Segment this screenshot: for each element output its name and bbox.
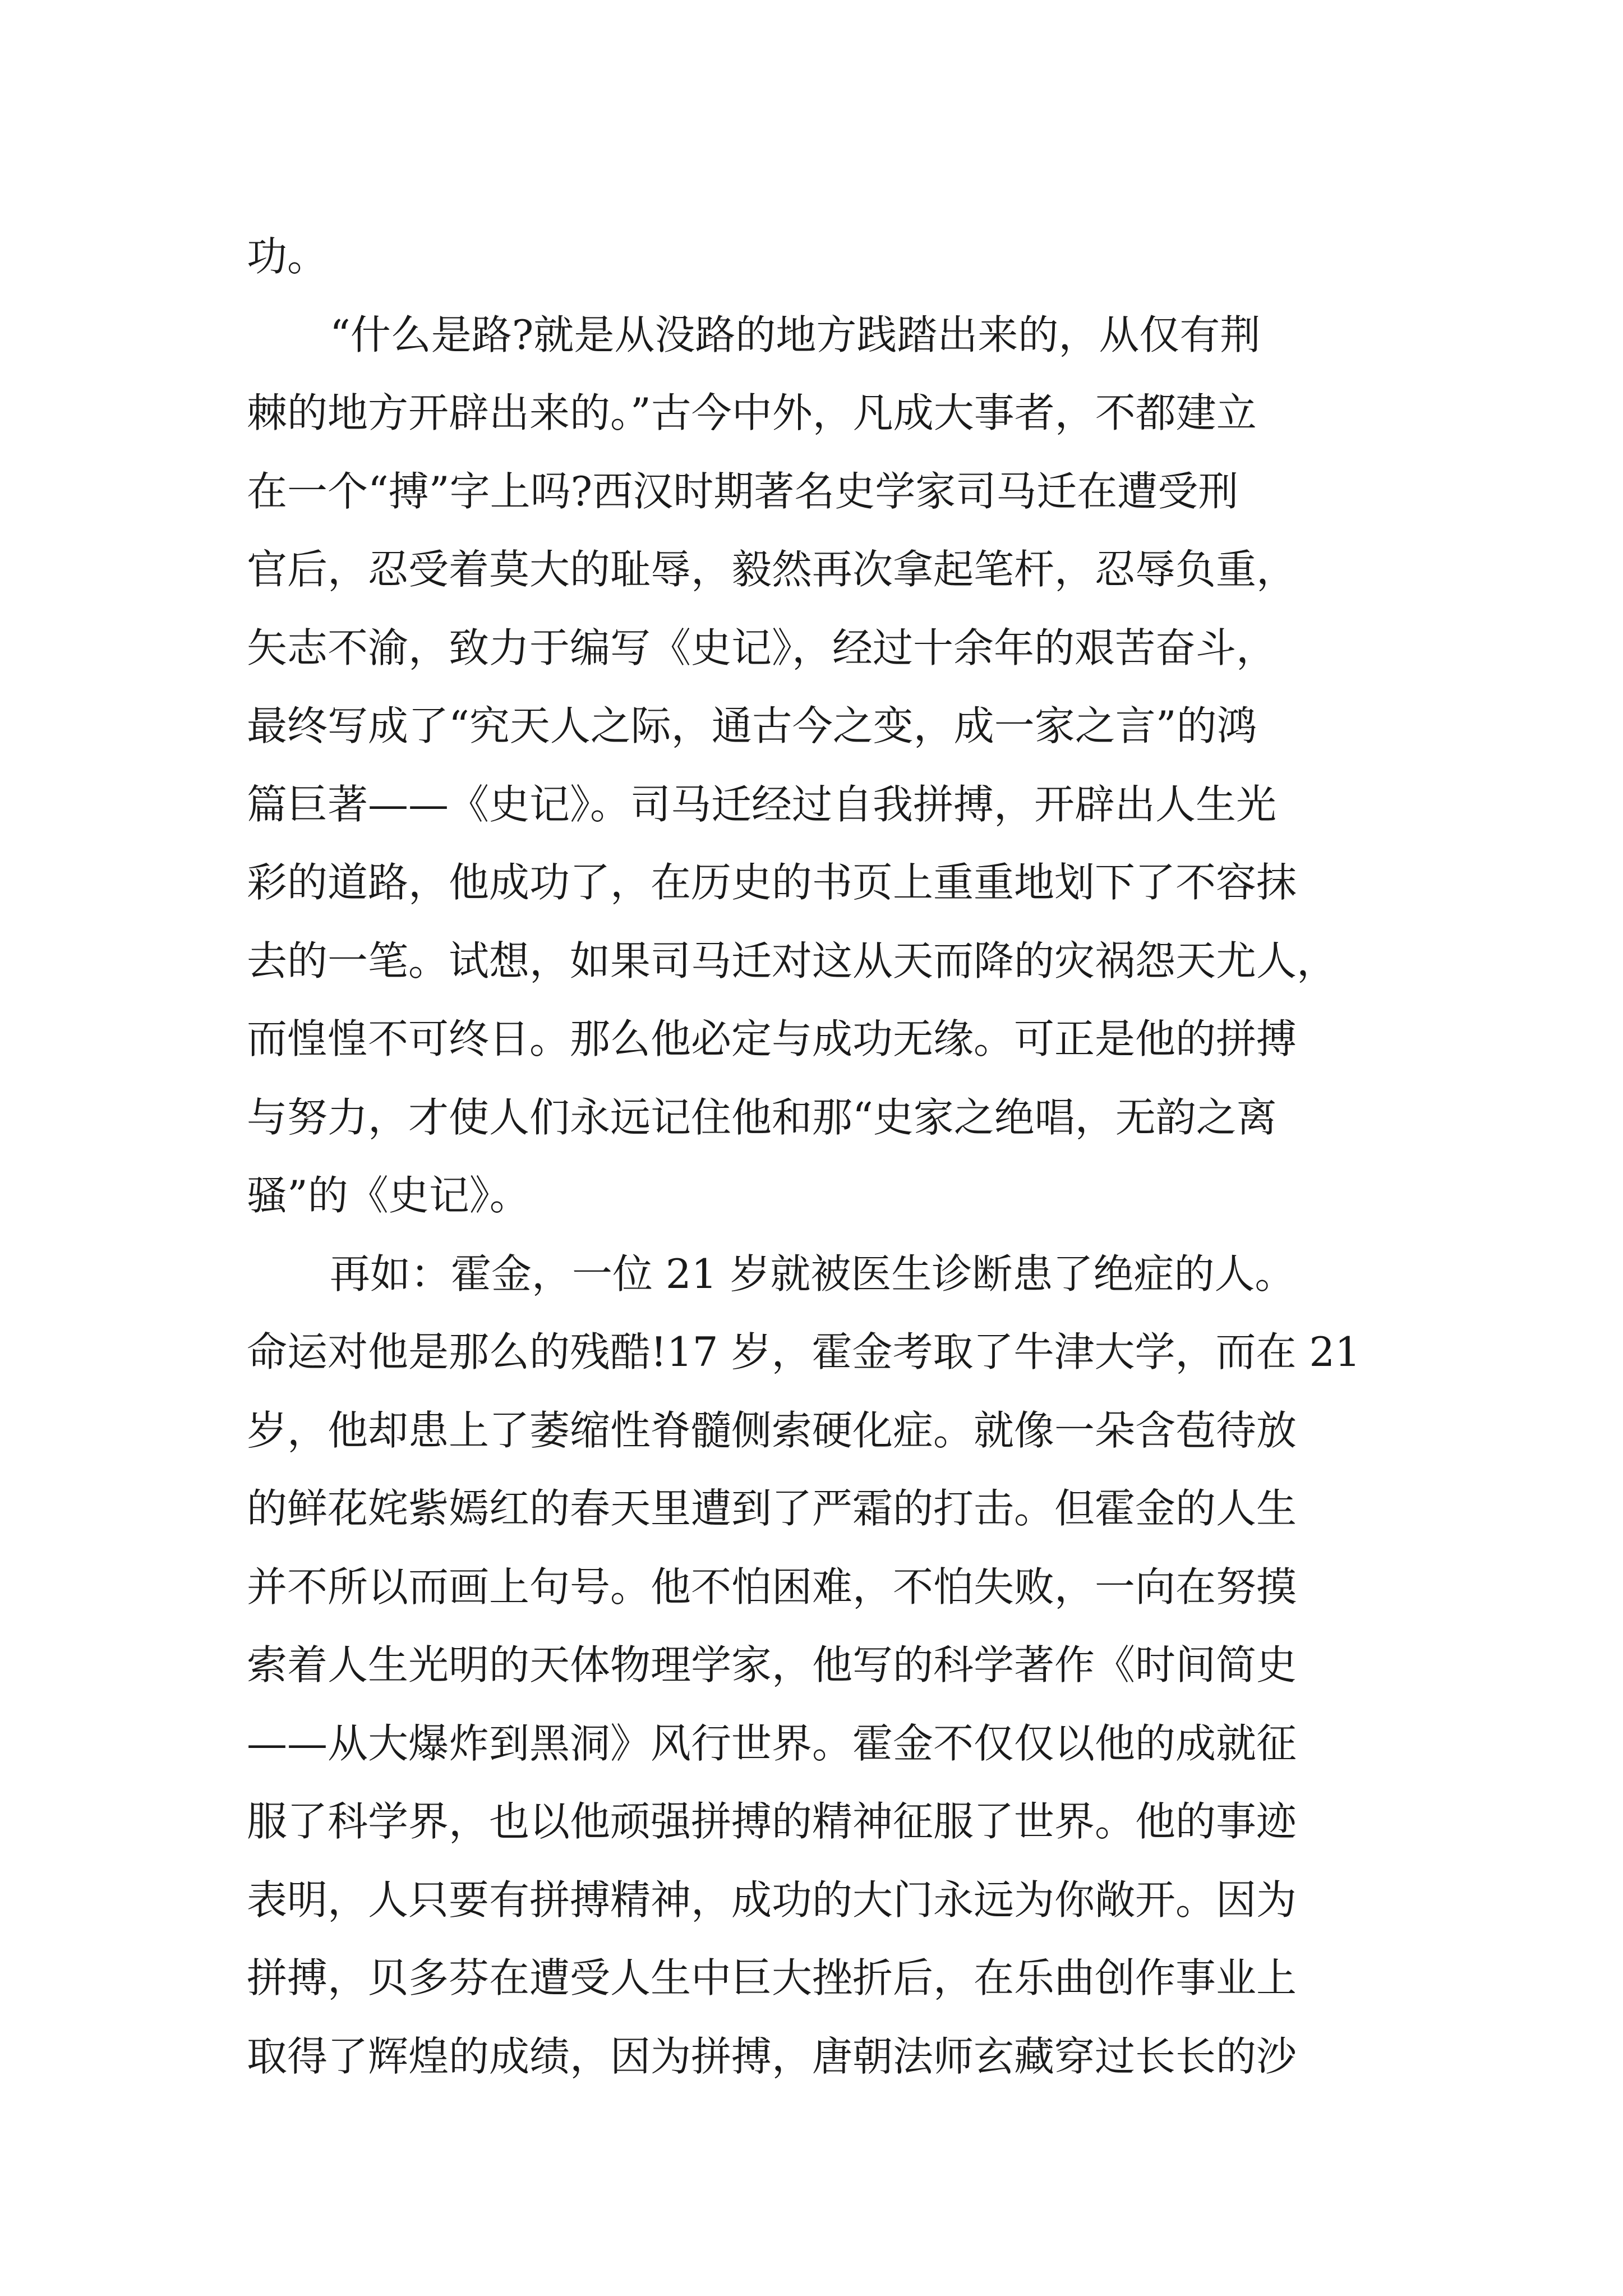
text-line: 取得了辉煌的成绩，因为拼搏，唐朝法师玄藏穿过长长的沙 <box>247 2032 1297 2080</box>
text-line: 彩的道路，他成功了，在历史的书页上重重地划下了不容抹 <box>247 859 1297 906</box>
text-line: 与努力，才使人们永远记住他和那“史家之绝唱，无韵之离 <box>247 1093 1277 1141</box>
text-line: 表明，人只要有拼搏精神，成功的大门永远为你敞开。因为 <box>247 1876 1297 1924</box>
text-line: 棘的地方开辟出来的。”古今中外，凡成大事者，不都建立 <box>247 389 1257 436</box>
text-line: “什么是路?就是从没路的地方践踏出来的，从仅有荆 <box>330 311 1261 358</box>
text-line: 最终写成了“究天人之际，通古今之变，成一家之言”的鸿 <box>247 702 1257 749</box>
text-line: 矢志不渝，致力于编写《史记》，经过十余年的艰苦奋斗， <box>247 624 1277 671</box>
text-line: 官后，忍受着莫大的耻辱，毅然再次拿起笔杆，忍辱负重， <box>247 546 1297 593</box>
text-line: 服了科学界，也以他顽强拼搏的精神征服了世界。他的事迹 <box>247 1798 1297 1845</box>
text-line: 拼搏，贝多芬在遭受人生中巨大挫折后，在乐曲创作事业上 <box>247 1954 1297 2001</box>
text-line: 去的一笔。试想，如果司马迁对这从天而降的灾祸怨天尤人， <box>247 937 1338 984</box>
text-line: 篇巨著——《史记》。司马迁经过自我拼搏，开辟出人生光 <box>247 780 1277 828</box>
text-line: 岁，他却患上了萎缩性脊髓侧索硬化症。就像一朵含苞待放 <box>247 1406 1297 1454</box>
text-line: 命运对他是那么的残酷!17 岁，霍金考取了牛津大学，而在 21 <box>247 1328 1361 1375</box>
text-line: 再如：霍金，一位 21 岁就被医生诊断患了绝症的人。 <box>330 1250 1295 1297</box>
text-line: 的鲜花姹紫嫣红的春天里遭到了严霜的打击。但霍金的人生 <box>247 1485 1297 1532</box>
text-line: 在一个“搏”字上吗?西汉时期著名史学家司马迁在遭受刑 <box>247 467 1239 515</box>
text-line: 骚”的《史记》。 <box>247 1172 530 1219</box>
text-line: 功。 <box>247 233 328 280</box>
body-text <box>247 218 1380 2096</box>
text-line: ——从大爆炸到黑洞》风行世界。霍金不仅仅以他的成就征 <box>247 1719 1297 1767</box>
text-line: 并不所以而画上句号。他不怕困难，不怕失败，一向在努摸 <box>247 1563 1297 1611</box>
text-line: 而惶惶不可终日。那么他必定与成功无缘。可正是他的拼搏 <box>247 1015 1297 1062</box>
text-line: 索着人生光明的天体物理学家，他写的科学著作《时间简史 <box>247 1641 1297 1688</box>
